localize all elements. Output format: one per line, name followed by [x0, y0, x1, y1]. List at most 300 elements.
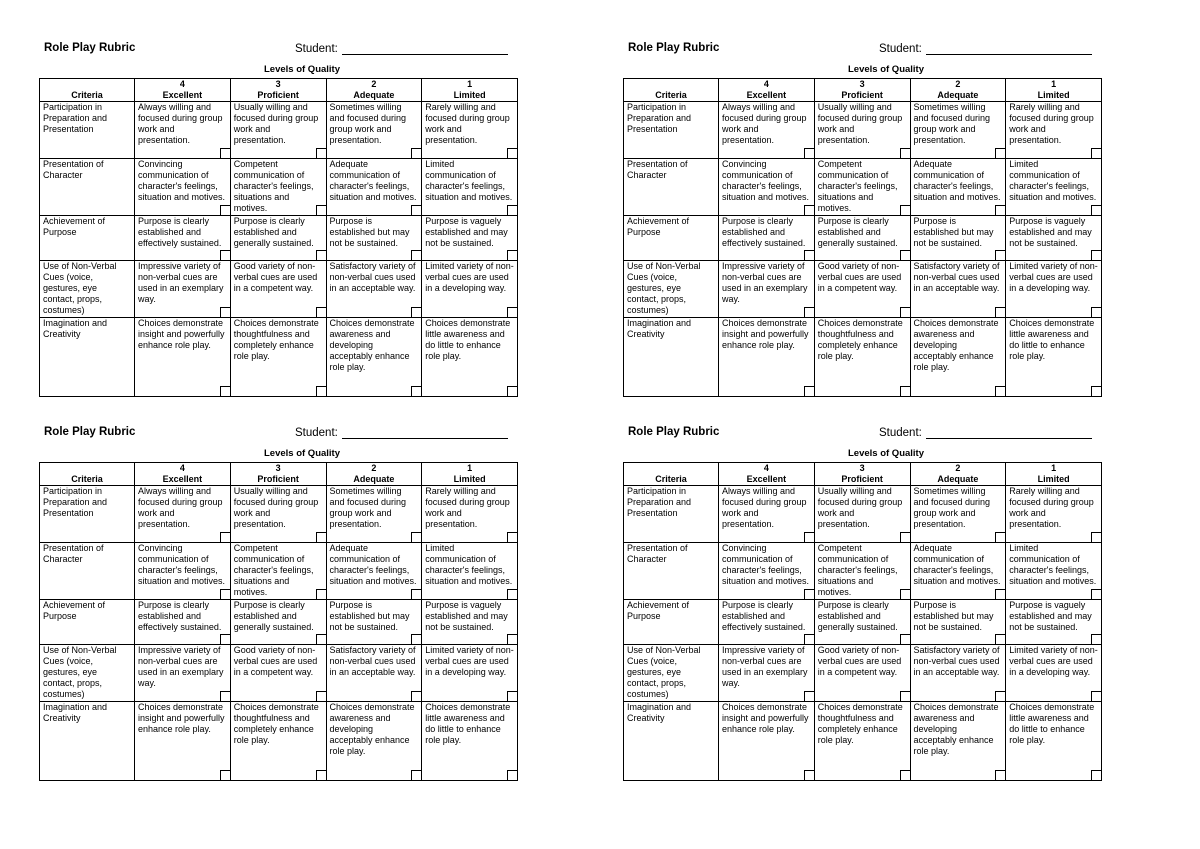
score-checkbox[interactable] [995, 532, 1005, 542]
descriptor-text: Always willing and focused during group work and presentation. [138, 102, 223, 145]
score-checkbox[interactable] [507, 589, 517, 599]
rubric-header [623, 38, 1101, 60]
score-checkbox[interactable] [900, 691, 910, 701]
score-checkbox[interactable] [316, 589, 326, 599]
descriptor-cell [230, 216, 326, 261]
descriptor-text: Good variety of non-verbal cues are used in a competent way. [233, 645, 318, 677]
descriptor-text: Choices demonstrate thoughtfulness and completely enhance role play. [233, 702, 319, 745]
descriptor-cell [230, 261, 326, 318]
descriptor-cell [422, 543, 518, 600]
descriptor-text: Always willing and focused during group work and presentation. [138, 486, 223, 529]
criteria-cell: Participation in Preparation and Presentation [624, 486, 719, 543]
descriptor-cell [814, 102, 910, 159]
score-checkbox[interactable] [220, 307, 230, 317]
descriptor-cell [326, 261, 422, 318]
score-checkbox[interactable] [804, 250, 814, 260]
score-checkbox[interactable] [900, 634, 910, 644]
level-header [814, 79, 910, 102]
level-number: 2 [371, 79, 377, 89]
descriptor-text: Choices demonstrate little awareness and do little to enhance role play. [425, 318, 511, 361]
descriptor-text: Limited variety of non-verbal cues are used in a developing way. [425, 645, 514, 677]
level-label: Criteria [655, 90, 687, 100]
descriptor-text: Choices demonstrate thoughtfulness and completely enhance role play. [817, 702, 903, 745]
level-number: 3 [859, 79, 865, 89]
level-header [326, 463, 422, 486]
student-field [295, 426, 508, 439]
level-label: Limited [1037, 90, 1070, 100]
descriptor-text: Limited communication of character's feelings, situation and motives. [425, 159, 513, 202]
descriptor-text: Choices demonstrate little awareness and do little to enhance role play. [425, 702, 511, 745]
level-header [135, 79, 231, 102]
descriptor-text: Choices demonstrate insight and powerfully enhance role play. [138, 318, 225, 350]
descriptor-text: Adequate communication of character's feelings, situation and motives. [329, 543, 417, 586]
descriptor-cell [326, 102, 422, 159]
descriptor-text: Limited variety of non-verbal cues are used in a developing way. [425, 261, 514, 293]
criteria-header [624, 79, 719, 102]
criteria-cell: Participation in Preparation and Presentation [624, 102, 719, 159]
score-checkbox[interactable] [804, 148, 814, 158]
score-checkbox[interactable] [507, 148, 517, 158]
descriptor-text: Impressive variety of non-verbal cues are used in an exemplary way. [138, 645, 224, 688]
score-checkbox[interactable] [411, 205, 421, 215]
score-checkbox[interactable] [316, 770, 326, 780]
score-checkbox[interactable] [220, 532, 230, 542]
score-checkbox[interactable] [804, 386, 814, 396]
score-checkbox[interactable] [804, 307, 814, 317]
score-checkbox[interactable] [1091, 691, 1101, 701]
student-field [879, 426, 1092, 439]
descriptor-text: Purpose is clearly established and generally sustained. [233, 600, 314, 632]
score-checkbox[interactable] [995, 691, 1005, 701]
descriptor-cell [1006, 543, 1102, 600]
descriptor-text: Sometimes willing and focused during group work and presentation. [329, 102, 407, 145]
descriptor-text: Purpose is clearly established and effectively sustained. [722, 216, 806, 248]
descriptor-cell [422, 261, 518, 318]
rubric-card [623, 422, 1101, 781]
score-checkbox[interactable] [316, 205, 326, 215]
score-checkbox[interactable] [220, 691, 230, 701]
rubric-card [623, 38, 1101, 397]
student-name-line[interactable] [342, 426, 508, 439]
descriptor-text: Convincing communication of character's feelings, situation and motives. [138, 543, 226, 586]
level-header [719, 463, 815, 486]
student-name-line[interactable] [926, 426, 1092, 439]
level-number: 3 [275, 463, 281, 473]
criteria-cell: Presentation of Character [624, 543, 719, 600]
score-checkbox[interactable] [411, 634, 421, 644]
rubric-table [39, 78, 518, 397]
score-checkbox[interactable] [220, 634, 230, 644]
descriptor-text: Rarely willing and focused during group work and presentation. [425, 486, 510, 529]
score-checkbox[interactable] [804, 634, 814, 644]
descriptor-text: Good variety of non-verbal cues are used in a competent way. [233, 261, 318, 293]
descriptor-text: Always willing and focused during group work and presentation. [722, 486, 807, 529]
level-header [135, 463, 231, 486]
descriptor-text: Adequate communication of character's feelings, situation and motives. [913, 159, 1001, 202]
header-row [40, 79, 518, 102]
student-field [295, 42, 508, 55]
descriptor-cell [135, 318, 231, 397]
level-label: Adequate [937, 474, 979, 484]
descriptor-cell [422, 486, 518, 543]
score-checkbox[interactable] [900, 148, 910, 158]
descriptor-cell [326, 543, 422, 600]
level-header [422, 79, 518, 102]
score-checkbox[interactable] [316, 386, 326, 396]
score-checkbox[interactable] [220, 250, 230, 260]
student-name-line[interactable] [926, 42, 1092, 55]
level-header [910, 79, 1006, 102]
descriptor-text: Usually willing and focused during group work and presentation. [817, 102, 903, 145]
descriptor-cell [230, 543, 326, 600]
descriptor-text: Limited variety of non-verbal cues are used in a developing way. [1009, 261, 1098, 293]
descriptor-text: Purpose is clearly established and generally sustained. [817, 600, 898, 632]
level-header [910, 463, 1006, 486]
score-checkbox[interactable] [507, 386, 517, 396]
descriptor-text: Purpose is clearly established and effectively sustained. [722, 600, 806, 632]
score-checkbox[interactable] [900, 386, 910, 396]
score-checkbox[interactable] [1091, 386, 1101, 396]
descriptor-text: Satisfactory variety of non-verbal cues used in an acceptable way. [329, 261, 416, 293]
level-label: Limited [1037, 474, 1070, 484]
descriptor-cell [135, 645, 231, 702]
descriptor-cell [326, 159, 422, 216]
criteria-cell: Achievement of Purpose [40, 600, 135, 645]
table-row [40, 645, 518, 702]
level-number: 2 [955, 79, 961, 89]
score-checkbox[interactable] [804, 691, 814, 701]
descriptor-cell [326, 216, 422, 261]
criteria-cell: Imagination and Creativity [624, 702, 719, 781]
descriptor-cell [230, 318, 326, 397]
score-checkbox[interactable] [316, 250, 326, 260]
level-label: Proficient [841, 474, 883, 484]
table-row [624, 702, 1102, 781]
descriptor-cell [719, 600, 815, 645]
descriptor-text: Competent communication of character's feelings, situations and motives. [817, 159, 898, 213]
descriptor-cell [230, 702, 326, 781]
table-row [624, 600, 1102, 645]
descriptor-cell [910, 159, 1006, 216]
descriptor-text: Purpose is clearly established and generally sustained. [233, 216, 314, 248]
criteria-cell: Presentation of Character [40, 543, 135, 600]
criteria-cell: Use of Non-Verbal Cues (voice, gestures, eye contact, props, costumes) [624, 645, 719, 702]
descriptor-text: Choices demonstrate awareness and developing acceptably enhance role play. [329, 702, 415, 756]
descriptor-cell [910, 543, 1006, 600]
descriptor-text: Purpose is clearly established and generally sustained. [817, 216, 898, 248]
level-number: 4 [763, 463, 769, 473]
descriptor-cell [135, 216, 231, 261]
descriptor-text: Purpose is vaguely established and may not be sustained. [425, 600, 508, 632]
rubric-title: Role Play Rubric [44, 426, 136, 438]
rubric-table [623, 78, 1102, 397]
score-checkbox[interactable] [220, 148, 230, 158]
descriptor-cell [719, 159, 815, 216]
score-checkbox[interactable] [220, 386, 230, 396]
score-checkbox[interactable] [1091, 634, 1101, 644]
descriptor-cell [910, 318, 1006, 397]
descriptor-text: Choices demonstrate awareness and developing acceptably enhance role play. [913, 318, 999, 372]
score-checkbox[interactable] [900, 307, 910, 317]
score-checkbox[interactable] [316, 148, 326, 158]
descriptor-cell [814, 645, 910, 702]
descriptor-cell [135, 486, 231, 543]
table-row [40, 102, 518, 159]
descriptor-text: Purpose is vaguely established and may not be sustained. [1009, 216, 1092, 248]
header-row [624, 79, 1102, 102]
level-header [326, 79, 422, 102]
descriptor-cell [1006, 486, 1102, 543]
score-checkbox[interactable] [411, 770, 421, 780]
rubric-title: Role Play Rubric [628, 42, 720, 54]
descriptor-cell [814, 702, 910, 781]
score-checkbox[interactable] [220, 589, 230, 599]
descriptor-text: Satisfactory variety of non-verbal cues used in an acceptable way. [913, 261, 1000, 293]
score-checkbox[interactable] [900, 770, 910, 780]
descriptor-cell [230, 645, 326, 702]
score-checkbox[interactable] [507, 770, 517, 780]
criteria-header [624, 463, 719, 486]
descriptor-cell [814, 261, 910, 318]
descriptor-cell [326, 600, 422, 645]
level-header [719, 79, 815, 102]
score-checkbox[interactable] [900, 250, 910, 260]
descriptor-text: Rarely willing and focused during group work and presentation. [425, 102, 510, 145]
score-checkbox[interactable] [804, 205, 814, 215]
descriptor-cell [1006, 159, 1102, 216]
descriptor-cell [910, 600, 1006, 645]
table-row [624, 261, 1102, 318]
descriptor-text: Purpose is vaguely established and may not be sustained. [1009, 600, 1092, 632]
score-checkbox[interactable] [411, 532, 421, 542]
descriptor-text: Good variety of non-verbal cues are used in a competent way. [817, 645, 902, 677]
rubric-header [39, 422, 517, 444]
score-checkbox[interactable] [995, 386, 1005, 396]
table-row [624, 102, 1102, 159]
score-checkbox[interactable] [411, 148, 421, 158]
score-checkbox[interactable] [1091, 250, 1101, 260]
descriptor-cell [326, 645, 422, 702]
score-checkbox[interactable] [1091, 532, 1101, 542]
level-header [1006, 79, 1102, 102]
criteria-header [40, 463, 135, 486]
student-name-line[interactable] [342, 42, 508, 55]
score-checkbox[interactable] [1091, 205, 1101, 215]
score-checkbox[interactable] [804, 589, 814, 599]
score-checkbox[interactable] [900, 589, 910, 599]
rubric-card [39, 38, 517, 397]
descriptor-text: Usually willing and focused during group work and presentation. [233, 486, 319, 529]
level-label: Adequate [353, 474, 395, 484]
score-checkbox[interactable] [1091, 148, 1101, 158]
rubric-title: Role Play Rubric [628, 426, 720, 438]
descriptor-text: Sometimes willing and focused during group work and presentation. [329, 486, 407, 529]
criteria-cell: Imagination and Creativity [624, 318, 719, 397]
score-checkbox[interactable] [507, 634, 517, 644]
descriptor-cell [814, 318, 910, 397]
table-row [40, 486, 518, 543]
criteria-cell: Imagination and Creativity [40, 318, 135, 397]
descriptor-text: Limited communication of character's feelings, situation and motives. [1009, 159, 1097, 202]
score-checkbox[interactable] [507, 532, 517, 542]
level-label: Limited [453, 90, 486, 100]
level-label: Adequate [937, 90, 979, 100]
score-checkbox[interactable] [995, 205, 1005, 215]
descriptor-cell [814, 159, 910, 216]
score-checkbox[interactable] [995, 634, 1005, 644]
level-header [422, 463, 518, 486]
descriptor-cell [326, 702, 422, 781]
descriptor-cell [719, 102, 815, 159]
descriptor-cell [135, 600, 231, 645]
descriptor-text: Sometimes willing and focused during group work and presentation. [913, 102, 991, 145]
descriptor-text: Purpose is clearly established and effectively sustained. [138, 600, 222, 632]
criteria-cell: Achievement of Purpose [624, 600, 719, 645]
descriptor-cell [910, 216, 1006, 261]
descriptor-cell [135, 159, 231, 216]
descriptor-cell [422, 702, 518, 781]
score-checkbox[interactable] [507, 307, 517, 317]
level-label: Excellent [162, 90, 203, 100]
descriptor-text: Satisfactory variety of non-verbal cues used in an acceptable way. [913, 645, 1000, 677]
descriptor-cell [230, 102, 326, 159]
levels-heading: Levels of Quality [847, 64, 925, 75]
table-row [624, 159, 1102, 216]
descriptor-cell [135, 102, 231, 159]
score-checkbox[interactable] [220, 205, 230, 215]
level-label: Adequate [353, 90, 395, 100]
level-label: Criteria [71, 474, 103, 484]
descriptor-cell [1006, 261, 1102, 318]
descriptor-text: Impressive variety of non-verbal cues are used in an exemplary way. [722, 261, 808, 304]
score-checkbox[interactable] [1091, 770, 1101, 780]
level-label: Proficient [257, 90, 299, 100]
criteria-header [40, 79, 135, 102]
score-checkbox[interactable] [900, 205, 910, 215]
descriptor-cell [719, 216, 815, 261]
level-number: 1 [1051, 463, 1057, 473]
score-checkbox[interactable] [316, 307, 326, 317]
levels-heading: Levels of Quality [263, 448, 341, 459]
score-checkbox[interactable] [507, 205, 517, 215]
level-header [230, 463, 326, 486]
table-row [40, 600, 518, 645]
descriptor-text: Limited variety of non-verbal cues are used in a developing way. [1009, 645, 1098, 677]
score-checkbox[interactable] [995, 307, 1005, 317]
level-label: Excellent [746, 90, 787, 100]
score-checkbox[interactable] [411, 386, 421, 396]
score-checkbox[interactable] [411, 691, 421, 701]
descriptor-cell [326, 318, 422, 397]
table-row [40, 318, 518, 397]
descriptor-cell [1006, 702, 1102, 781]
descriptor-text: Purpose is established but may not be sustained. [329, 216, 410, 248]
score-checkbox[interactable] [507, 250, 517, 260]
criteria-cell: Achievement of Purpose [624, 216, 719, 261]
descriptor-cell [910, 261, 1006, 318]
descriptor-cell [719, 702, 815, 781]
score-checkbox[interactable] [316, 532, 326, 542]
criteria-cell: Imagination and Creativity [40, 702, 135, 781]
descriptor-cell [1006, 600, 1102, 645]
descriptor-cell [719, 261, 815, 318]
descriptor-cell [422, 645, 518, 702]
criteria-cell: Presentation of Character [624, 159, 719, 216]
descriptor-text: Adequate communication of character's feelings, situation and motives. [913, 543, 1001, 586]
descriptor-text: Impressive variety of non-verbal cues are used in an exemplary way. [722, 645, 808, 688]
score-checkbox[interactable] [316, 634, 326, 644]
score-checkbox[interactable] [507, 691, 517, 701]
rubric-card [39, 422, 517, 781]
level-number: 1 [1051, 79, 1057, 89]
descriptor-cell [422, 216, 518, 261]
descriptor-cell [814, 486, 910, 543]
table-row [624, 486, 1102, 543]
score-checkbox[interactable] [995, 148, 1005, 158]
descriptor-text: Purpose is established but may not be sustained. [913, 600, 994, 632]
score-checkbox[interactable] [411, 589, 421, 599]
descriptor-text: Purpose is clearly established and effectively sustained. [138, 216, 222, 248]
descriptor-text: Convincing communication of character's feelings, situation and motives. [722, 159, 810, 202]
score-checkbox[interactable] [411, 307, 421, 317]
score-checkbox[interactable] [316, 691, 326, 701]
descriptor-text: Satisfactory variety of non-verbal cues used in an acceptable way. [329, 645, 416, 677]
score-checkbox[interactable] [220, 770, 230, 780]
score-checkbox[interactable] [804, 532, 814, 542]
descriptor-text: Choices demonstrate insight and powerfully enhance role play. [138, 702, 225, 734]
level-label: Excellent [162, 474, 203, 484]
level-number: 3 [859, 463, 865, 473]
table-row [40, 261, 518, 318]
descriptor-text: Choices demonstrate insight and powerfully enhance role play. [722, 702, 809, 734]
descriptor-text: Competent communication of character's feelings, situations and motives. [233, 159, 314, 213]
descriptor-cell [910, 102, 1006, 159]
descriptor-text: Adequate communication of character's feelings, situation and motives. [329, 159, 417, 202]
level-header [230, 79, 326, 102]
descriptor-cell [422, 102, 518, 159]
student-label: Student: [295, 43, 338, 55]
score-checkbox[interactable] [1091, 589, 1101, 599]
student-field [879, 42, 1092, 55]
rubric-table [623, 462, 1102, 781]
descriptor-text: Choices demonstrate thoughtfulness and completely enhance role play. [233, 318, 319, 361]
table-row [624, 318, 1102, 397]
rubric-table [39, 462, 518, 781]
score-checkbox[interactable] [995, 770, 1005, 780]
descriptor-cell [135, 543, 231, 600]
level-label: Criteria [71, 90, 103, 100]
header-row [624, 463, 1102, 486]
descriptor-text: Purpose is established but may not be sustained. [913, 216, 994, 248]
criteria-cell: Participation in Preparation and Presentation [40, 486, 135, 543]
descriptor-cell [135, 261, 231, 318]
level-label: Proficient [257, 474, 299, 484]
score-checkbox[interactable] [900, 532, 910, 542]
descriptor-cell [135, 702, 231, 781]
descriptor-text: Sometimes willing and focused during group work and presentation. [913, 486, 991, 529]
score-checkbox[interactable] [411, 250, 421, 260]
descriptor-cell [910, 645, 1006, 702]
score-checkbox[interactable] [995, 250, 1005, 260]
descriptor-text: Limited communication of character's feelings, situation and motives. [425, 543, 513, 586]
score-checkbox[interactable] [1091, 307, 1101, 317]
score-checkbox[interactable] [804, 770, 814, 780]
descriptor-cell [326, 486, 422, 543]
descriptor-cell [422, 318, 518, 397]
rubric-header [39, 38, 517, 60]
score-checkbox[interactable] [995, 589, 1005, 599]
descriptor-cell [1006, 645, 1102, 702]
